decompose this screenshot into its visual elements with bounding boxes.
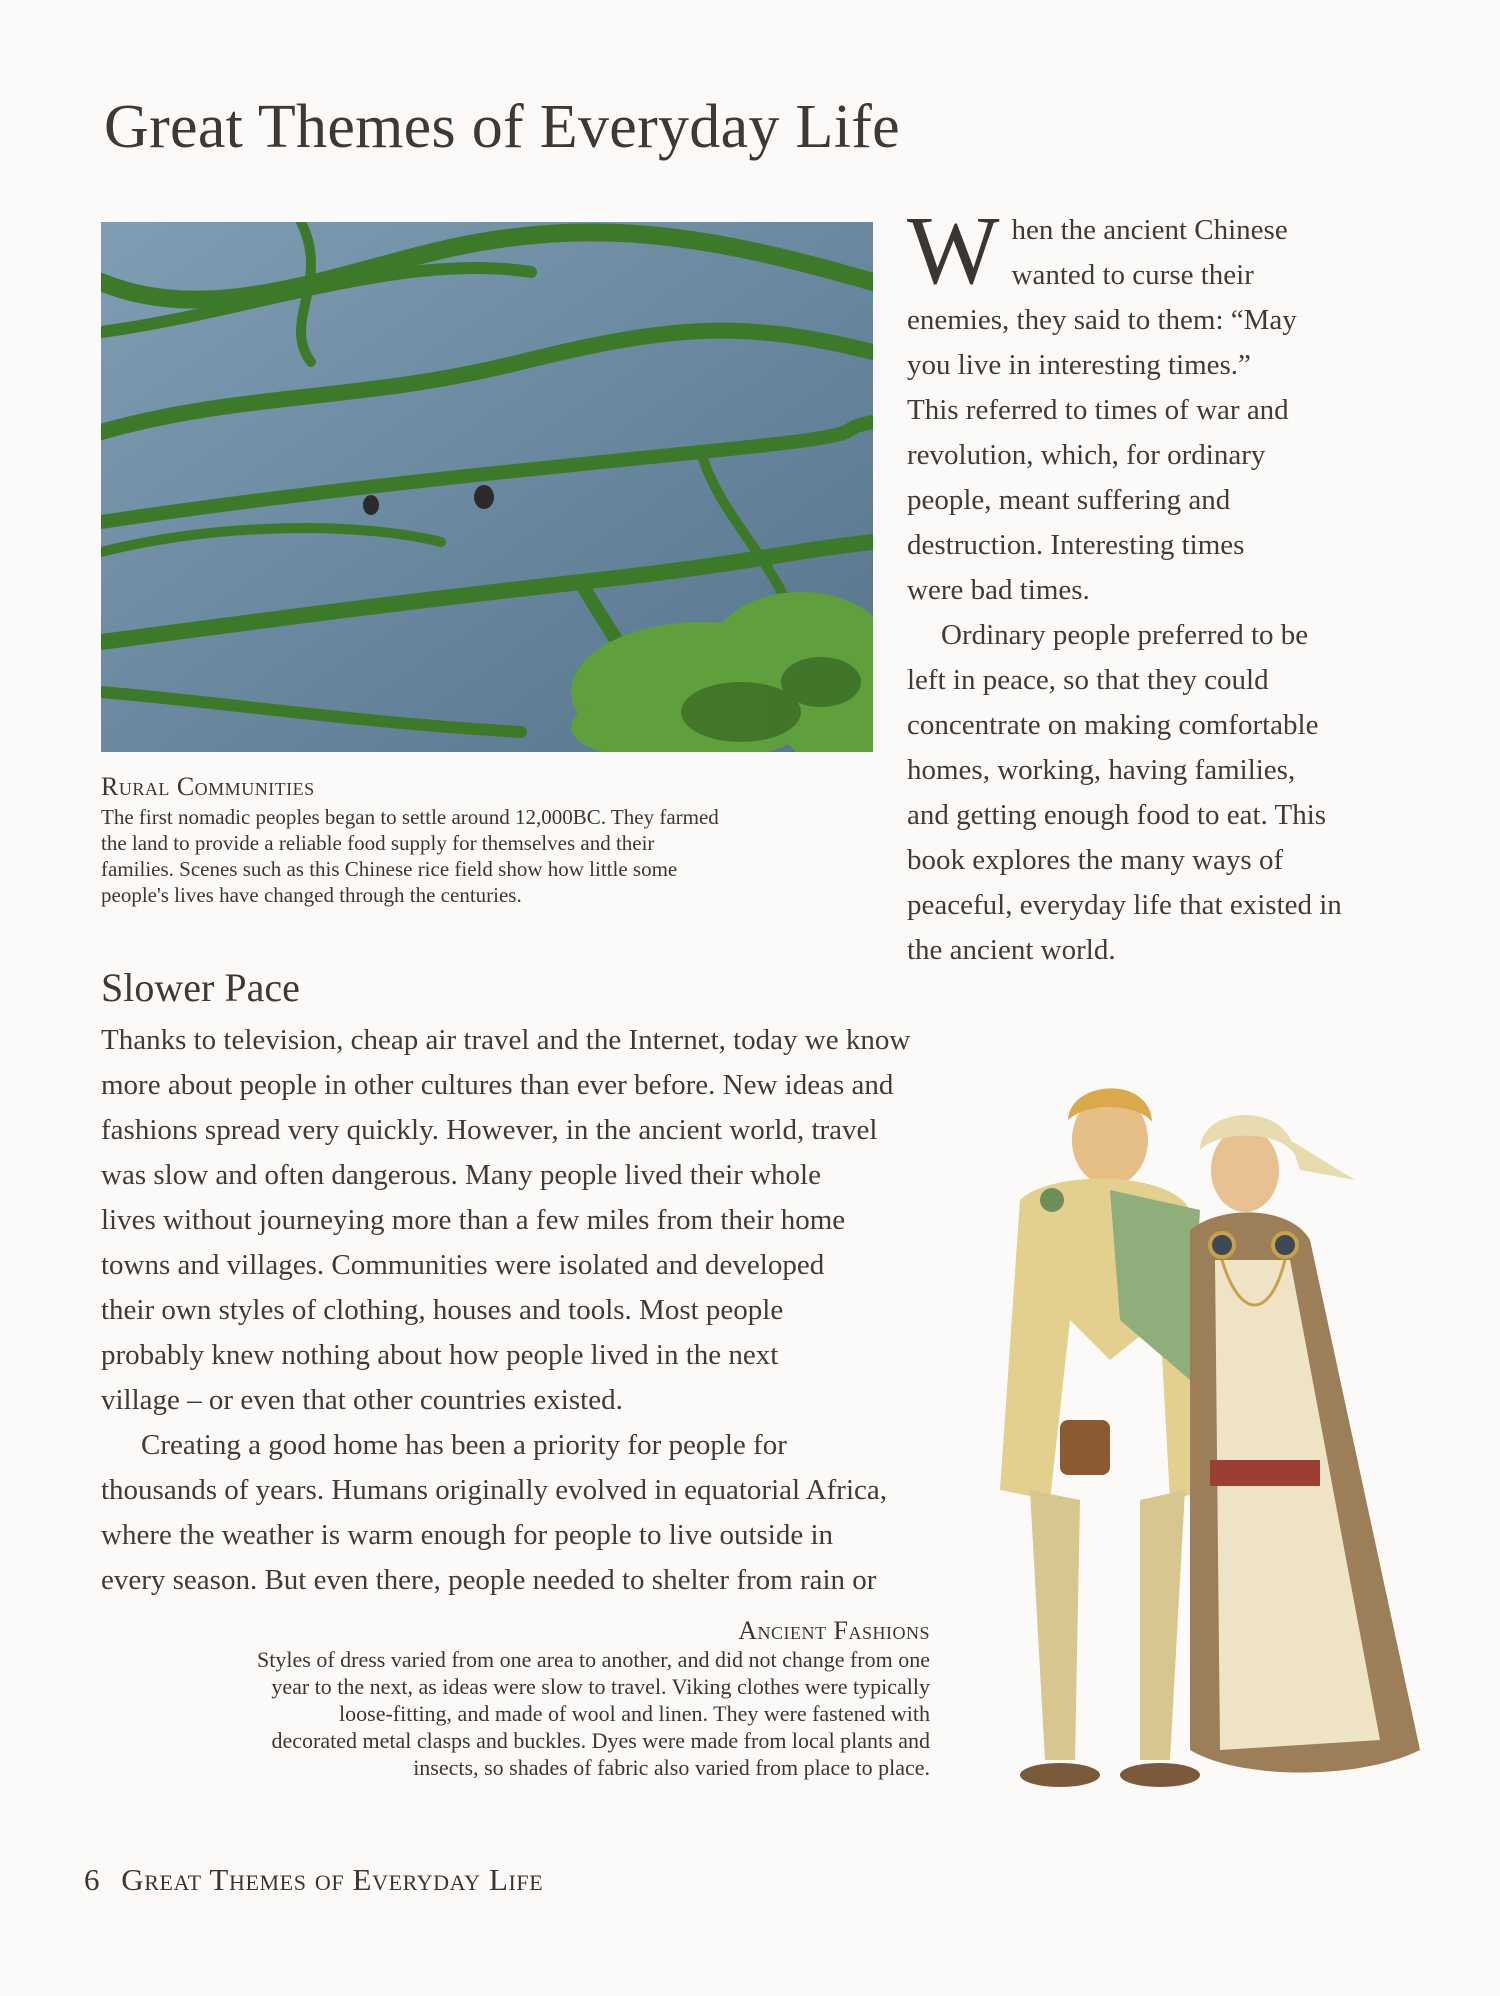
- ancient-fashions-illustration: [960, 1060, 1440, 1830]
- intro-line: you live in interesting times.”: [907, 349, 1251, 381]
- man-figure: [1000, 1088, 1210, 1787]
- intro-line: book explores the many ways of: [907, 844, 1284, 876]
- body-line: their own styles of clothing, houses and tools. Most people: [101, 1294, 784, 1326]
- illustration-caption-heading: Ancient Fashions: [738, 1616, 930, 1645]
- illustration-caption-line: decorated metal clasps and buckles. Dyes were made from local plants and: [271, 1728, 930, 1753]
- body-line: lives without journeying more than a few miles from their home: [101, 1204, 846, 1236]
- intro-line: wanted to curse their: [1011, 259, 1254, 291]
- intro-line: homes, working, having families,: [907, 754, 1296, 786]
- body-line: fashions spread very quickly. However, in the ancient world, travel: [101, 1114, 878, 1146]
- intro-line: enemies, they said to them: “May: [907, 304, 1297, 336]
- woman-figure: [1190, 1115, 1420, 1773]
- intro-line: hen the ancient Chinese: [1011, 214, 1288, 246]
- intro-line: and getting enough food to eat. This: [907, 799, 1327, 831]
- illustration-caption-line: Styles of dress varied from one area to another, and did not change from one: [257, 1647, 930, 1672]
- photo-caption-line: people's lives have changed through the centuries.: [101, 883, 522, 907]
- body-line: more about people in other cultures than ever before. New ideas and: [101, 1069, 894, 1101]
- photo-caption-line: the land to provide a reliable food supply for themselves and their: [101, 831, 655, 855]
- intro-line: destruction. Interesting times: [907, 529, 1245, 561]
- body-line: Creating a good home has been a priority for people for: [141, 1429, 787, 1461]
- illustration-caption: [95, 1616, 930, 1781]
- intro-text: [907, 197, 1387, 973]
- photo-caption-text: [101, 804, 861, 908]
- body-line: was slow and often dangerous. Many people lived their whole: [101, 1159, 821, 1191]
- body-line: where the weather is warm enough for people to live outside in: [101, 1519, 834, 1551]
- rice-field-photo: [101, 222, 873, 752]
- intro-line: Ordinary people preferred to be: [941, 619, 1309, 651]
- illustration-caption-line: year to the next, as ideas were slow to travel. Viking clothes were typically: [271, 1674, 930, 1699]
- photo-caption-heading: Rural Communities: [101, 772, 315, 801]
- intro-paragraph-1: [907, 197, 1387, 613]
- drop-cap: W: [907, 197, 1000, 305]
- illustration-caption-line: insects, so shades of fabric also varied from place to place.: [413, 1755, 930, 1780]
- body-line: every season. But even there, people needed to shelter from rain or: [101, 1564, 877, 1596]
- intro-line: were bad times.: [907, 574, 1090, 606]
- body-line: towns and villages. Communities were isolated and developed: [101, 1249, 825, 1281]
- body-line: Thanks to television, cheap air travel and the Internet, today we know: [101, 1024, 911, 1056]
- intro-line: the ancient world.: [907, 934, 1116, 966]
- photo-caption: [101, 772, 861, 908]
- body-line: village – or even that other countries existed.: [101, 1384, 623, 1416]
- body-line: probably knew nothing about how people lived in the next: [101, 1339, 779, 1371]
- running-head: Great Themes of Everyday Life: [121, 1862, 544, 1897]
- illustration-caption-text: [95, 1646, 930, 1781]
- section-heading: Slower Pace: [101, 965, 300, 1010]
- illustration-caption-line: loose-fitting, and made of wool and linen. They were fastened with: [339, 1701, 930, 1726]
- intro-paragraph-2: [907, 613, 1387, 973]
- page-number: 6: [84, 1862, 100, 1897]
- photo-caption-line: families. Scenes such as this Chinese rice field show how little some: [101, 857, 678, 881]
- page-footer: [84, 1862, 543, 1898]
- body-text: [101, 1018, 1001, 1603]
- intro-line: concentrate on making comfortable: [907, 709, 1319, 741]
- intro-line: This referred to times of war and: [907, 394, 1289, 426]
- intro-line: people, meant suffering and: [907, 484, 1231, 516]
- body-line: thousands of years. Humans originally evolved in equatorial Africa,: [101, 1474, 888, 1506]
- photo-caption-line: The first nomadic peoples began to settle around 12,000BC. They farmed: [101, 805, 719, 829]
- intro-line: left in peace, so that they could: [907, 664, 1269, 696]
- intro-line: peaceful, everyday life that existed in: [907, 889, 1342, 921]
- page-title: Great Themes of Everyday Life: [104, 93, 900, 161]
- intro-line: revolution, which, for ordinary: [907, 439, 1266, 471]
